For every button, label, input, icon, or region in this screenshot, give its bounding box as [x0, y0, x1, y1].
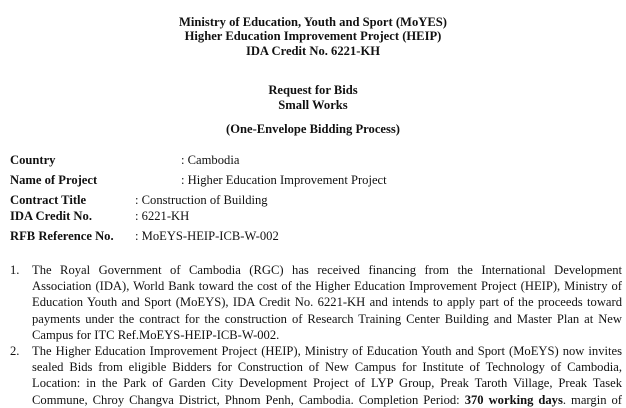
contract-value: : Construction of Building — [135, 193, 268, 207]
credit-title: IDA Credit No. 6221-KH — [245, 44, 381, 58]
paragraph-1-line: The Royal Government of Cambodia (RGC) has received financing from the International Development — [32, 263, 622, 277]
paragraph-1-number: 1. — [10, 263, 20, 277]
paragraph-2-line: The Higher Education Improvement Project (HEIP), Ministry of Education Youth and Sport (MoEYS) now invites — [32, 344, 622, 358]
paragraph-2-number: 2. — [10, 344, 20, 358]
completion-period: 370 working days — [464, 392, 563, 407]
process-title: (One-Envelope Bidding Process) — [226, 122, 400, 136]
ministry-title: Ministry of Education, Youth and Sport (MoYES) — [179, 15, 447, 29]
ida-value: : 6221-KH — [135, 209, 190, 223]
ida-label: IDA Credit No. — [10, 209, 92, 223]
paragraph-1-line: Campus for ITC Ref.MoEYS-HEIP-ICB-W-002. — [32, 327, 280, 342]
project-title: Higher Education Improvement Project (HEIP) — [184, 29, 442, 43]
rfb-title: Request for Bids — [268, 83, 358, 97]
country-value: : Cambodia — [181, 153, 240, 167]
paragraph-1-line: Association (IDA), World Bank toward the cost of the Higher Education Improvement Project (HEIP), Ministry of — [32, 279, 622, 294]
works-title: Small Works — [278, 98, 348, 112]
paragraph-1-line: Education Youth and Sport (MoEYS), IDA Credit No. 6221-KH and intends to apply part of the proceeds toward — [32, 295, 622, 310]
contract-label: Contract Title — [10, 193, 87, 207]
completion-prefix: Commune, Chroy Changva District, Phnom Penh, Cambodia. Completion Period: — [32, 392, 465, 407]
country-label: Country — [10, 153, 56, 167]
paragraph-1-text — [32, 262, 622, 343]
paragraph-2-line: Location: in the Park of Garden City Development Project of LYP Group, Preak Taroth Village, Preak Tasek — [32, 376, 622, 391]
paragraph-2-line: sealed Bids from eligible Bidders for Construction of New Campus for Institute of Technology of Cambodia, — [32, 360, 622, 375]
project-value: : Higher Education Improvement Project — [181, 173, 387, 187]
paragraph-2-line — [32, 392, 622, 408]
project-label: Name of Project — [10, 173, 98, 187]
rfb-value: : MoEYS-HEIP-ICB-W-002 — [135, 229, 279, 243]
completion-suffix: . margin of — [562, 392, 622, 407]
rfb-label: RFB Reference No. — [10, 229, 114, 243]
paragraph-1-line: payments under the contract for the construction of Research Training Center Building and Master Plan at New — [32, 311, 622, 326]
paragraph-2-text — [32, 343, 622, 408]
